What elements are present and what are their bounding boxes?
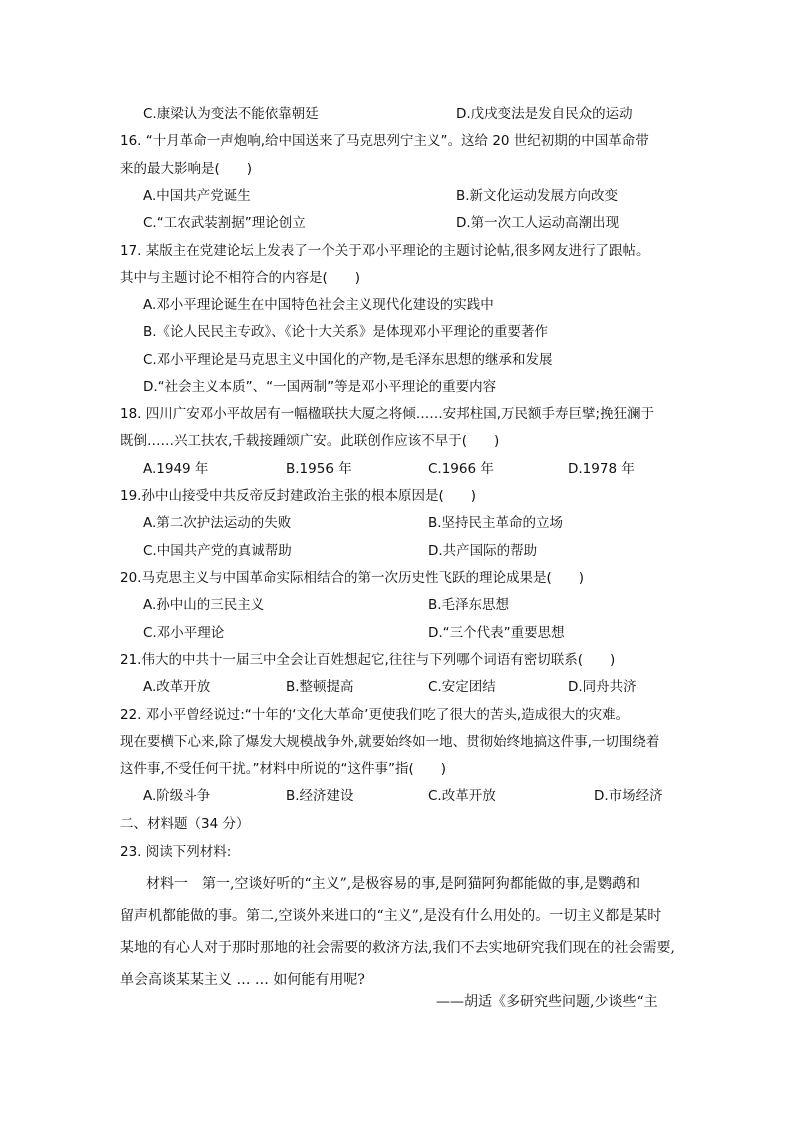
- q17-option-b: B.《论人民民主专政》、《论十大关系》是体现邓小平理论的重要著作: [143, 324, 549, 340]
- q20-option-d: D.“三个代表”重要思想: [428, 625, 565, 641]
- q16-stem-line2: 来的最大影响是( ): [120, 161, 253, 177]
- q15-option-c: C.康梁认为变法不能依靠朝廷: [143, 106, 319, 122]
- q21-option-a: A.改革开放: [143, 679, 211, 695]
- q18-option-b: B.1956 年: [286, 461, 352, 477]
- q23-material1-line1: 材料一 第一,空谈好听的“主义”,是极容易的事,是阿猫阿狗都能做的事,是鹦鹉和: [146, 876, 641, 892]
- q19-stem-line1: 19.孙中山接受中共反帝反封建政治主张的根本原因是( ): [120, 488, 477, 504]
- q23-material1-line2: 留声机都能做的事。第二,空谈外来进口的“主义”,是没有什么用处的。一切主义都是某时: [120, 908, 662, 924]
- q23-source: ——胡适《多研究些问题,少谈些“主: [436, 994, 658, 1010]
- q20-stem-line1: 20.马克思主义与中国革命实际相结合的第一次历史性飞跃的理论成果是( ): [120, 570, 585, 586]
- q18-option-a: A.1949 年: [143, 461, 209, 477]
- q20-option-b: B.毛泽东思想: [428, 597, 510, 613]
- q23-material1-line4: 单会高谈某某主义 … … 如何能有用呢?: [120, 972, 365, 988]
- q20-option-c: C.邓小平理论: [143, 625, 225, 641]
- q22-option-c: C.改革开放: [428, 788, 496, 804]
- q17-option-a: A.邓小平理论诞生在中国特色社会主义现代化建设的实践中: [143, 297, 494, 313]
- q17-stem-line1: 17. 某版主在党建论坛上发表了一个关于邓小平理论的主题讨论帖,很多网友进行了跟帖。: [120, 243, 650, 259]
- section-heading: 二、材料题（34 分）: [120, 816, 250, 832]
- q23-material1-line3: 某地的有心人对于那时那地的社会需要的救济方法,我们不去实地研究我们现在的社会需要,: [120, 940, 675, 956]
- q19-option-d: D.共产国际的帮助: [428, 543, 538, 559]
- q22-option-b: B.经济建设: [286, 788, 354, 804]
- q21-option-c: C.安定团结: [428, 679, 496, 695]
- q22-option-d: D.市场经济: [594, 788, 663, 804]
- q16-option-c: C.“工农武装割据”理论创立: [143, 215, 306, 231]
- q19-option-b: B.坚持民主革命的立场: [428, 515, 564, 531]
- q23-stem: 23. 阅读下列材料:: [120, 844, 232, 860]
- q20-option-a: A.孙中山的三民主义: [143, 597, 265, 613]
- q22-stem-line2: 现在要横下心来,除了爆发大规模战争外,就要始终如一地、贯彻始终地搞这件事,一切围绕着: [120, 734, 660, 750]
- q15-option-d: D.戊戌变法是发自民众的运动: [456, 106, 633, 122]
- q16-option-b: B.新文化运动发展方向改变: [456, 188, 619, 204]
- q18-option-d: D.1978 年: [568, 461, 635, 477]
- q21-option-d: D.同舟共济: [568, 679, 637, 695]
- q21-option-b: B.整顿提高: [286, 679, 354, 695]
- q21-stem-line1: 21.伟大的中共十一届三中全会让百姓想起它,往往与下列哪个词语有密切联系( ): [120, 652, 616, 668]
- q19-option-a: A.第二次护法运动的失败: [143, 515, 292, 531]
- q22-stem-line1: 22. 邓小平曾经说过:“十年的‘文化大革命’更使我们吃了很大的苦头,造成很大的灾难。: [120, 707, 630, 723]
- q18-option-c: C.1966 年: [428, 461, 494, 477]
- q18-stem-line2: 既倒……兴工扶农,千载接踵颂广安。此联创作应该不早于( ): [120, 433, 500, 449]
- q16-stem-line1: 16. “十月革命一声炮响,给中国送来了马克思列宁主义”。这给 20 世纪初期的中国革命带: [120, 133, 649, 149]
- q17-option-d: D.“社会主义本质”、“一国两制”等是邓小平理论的重要内容: [143, 379, 497, 395]
- q22-stem-line3: 这件事,不受任何干扰。”材料中所说的“这件事”指( ): [120, 761, 447, 777]
- q16-option-d: D.第一次工人运动高潮出现: [456, 215, 620, 231]
- q19-option-c: C.中国共产党的真诚帮助: [143, 543, 292, 559]
- q22-option-a: A.阶级斗争: [143, 788, 211, 804]
- q16-option-a: A.中国共产党诞生: [143, 188, 251, 204]
- q18-stem-line1: 18. 四川广安邓小平故居有一幅楹联扶大厦之将倾……安邦柱国,万民额手寿巨擘;挽狂澜于: [120, 406, 655, 422]
- q17-option-c: C.邓小平理论是马克思主义中国化的产物,是毛泽东思想的继承和发展: [143, 352, 553, 368]
- q17-stem-line2: 其中与主题讨论不相符合的内容是( ): [120, 270, 361, 286]
